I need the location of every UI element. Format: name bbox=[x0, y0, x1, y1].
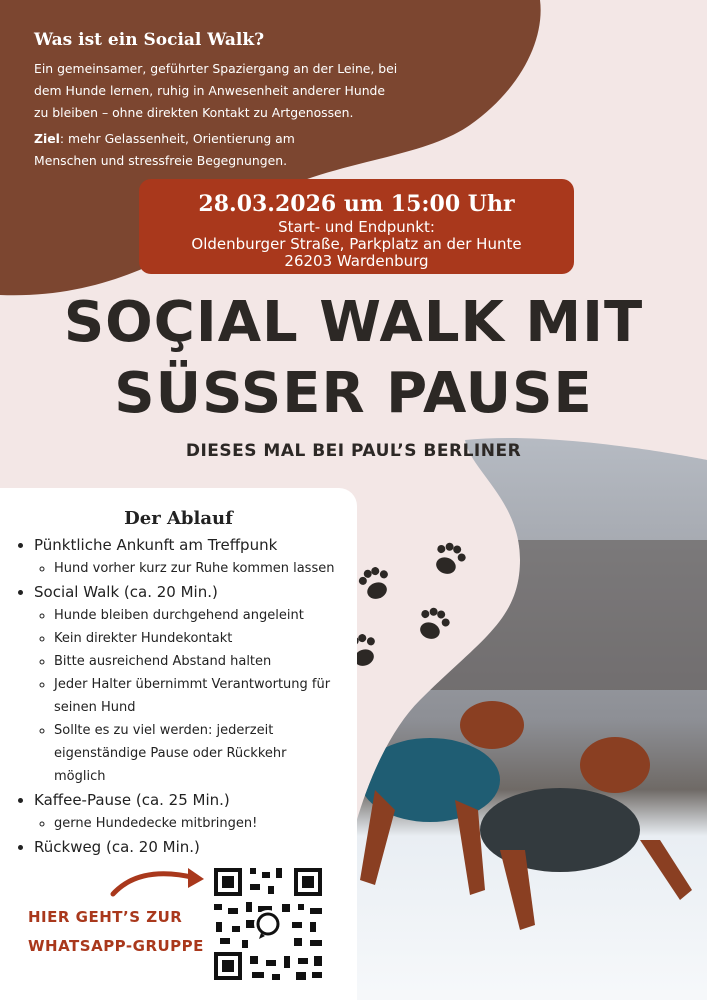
agenda-subitem: ◦ Hund vorher kurz zur Ruhe kommen lassen bbox=[54, 557, 357, 580]
agenda-item-label: Rückweg (ca. 20 Min.) bbox=[34, 838, 200, 856]
agenda-subitem: ◦ Kein direkter Hundekontakt bbox=[54, 627, 357, 650]
subitem-line: Sollte es zu viel werden: jederzeit bbox=[54, 723, 274, 738]
intro-section bbox=[34, 30, 414, 176]
subitem-line: eigenständige Pause oder Rückkehr bbox=[54, 746, 287, 761]
agenda-item bbox=[34, 835, 357, 859]
agenda-heading: Der Ablauf bbox=[124, 508, 233, 529]
location-line: Start- und Endpunkt: bbox=[278, 218, 435, 236]
subtitle: DIESES MAL BEI PAUL’S BERLINER bbox=[185, 441, 522, 461]
agenda-item bbox=[34, 788, 357, 835]
agenda-item-label: Social Walk (ca. 20 Min.) bbox=[34, 583, 218, 601]
agenda-list bbox=[0, 533, 357, 859]
agenda-item-label: Kaffee-Pause (ca. 25 Min.) bbox=[34, 791, 230, 809]
main-title-line-1: SOÇIAL WALK MIT bbox=[63, 290, 644, 355]
whatsapp-cta[interactable] bbox=[28, 903, 204, 961]
intro-heading: Was ist ein Social Walk? bbox=[34, 30, 265, 50]
intro-text bbox=[34, 58, 414, 124]
subitem-line: Jeder Halter übernimmt Verantwortung für bbox=[54, 677, 331, 692]
agenda-subitem: ◦ Hunde bleiben durchgehend angeleint bbox=[54, 604, 357, 627]
intro-text-line: Ein gemeinsamer, geführter Spaziergang an der Leine, bei bbox=[34, 61, 398, 76]
agenda-item-label: Pünktliche Ankunft am Treffpunk bbox=[34, 536, 278, 554]
location-line: 26203 Wardenburg bbox=[284, 252, 429, 270]
intro-goal bbox=[34, 128, 414, 172]
event-location bbox=[139, 219, 574, 270]
event-info-box bbox=[139, 179, 574, 274]
goal-line: : mehr Gelassenheit, Orientierung am bbox=[59, 131, 295, 146]
agenda-subitem bbox=[54, 673, 357, 719]
goal-label: Ziel bbox=[34, 131, 60, 146]
agenda-subitem bbox=[54, 719, 357, 788]
agenda-subitem: ◦ gerne Hundedecke mitbringen! bbox=[54, 812, 357, 835]
qr-code[interactable] bbox=[206, 860, 330, 988]
goal-line: Menschen und stressfreie Begegnungen. bbox=[34, 153, 288, 168]
subitem-line: seinen Hund bbox=[54, 700, 136, 715]
agenda-item bbox=[34, 580, 357, 788]
location-line: Oldenburger Straße, Parkplatz an der Hunte bbox=[191, 235, 522, 253]
intro-text-line: dem Hunde lernen, ruhig in Anwesenheit anderer Hunde bbox=[34, 83, 386, 98]
whatsapp-cta-line: HIER GEHT’S ZUR bbox=[28, 908, 183, 926]
event-date-time: 28.03.2026 um 15:00 Uhr bbox=[198, 191, 515, 217]
agenda-subitem: ◦ Bitte ausreichend Abstand halten bbox=[54, 650, 357, 673]
intro-text-line: zu bleiben – ohne direkten Kontakt zu Artgenossen. bbox=[34, 105, 354, 120]
arrow-icon bbox=[108, 862, 208, 902]
whatsapp-cta-line: WHATSAPP-GRUPPE bbox=[28, 937, 204, 955]
agenda-item bbox=[34, 533, 357, 580]
subitem-line: möglich bbox=[54, 769, 106, 784]
main-title-line-2: SÜSSER PAUSE bbox=[114, 361, 593, 426]
